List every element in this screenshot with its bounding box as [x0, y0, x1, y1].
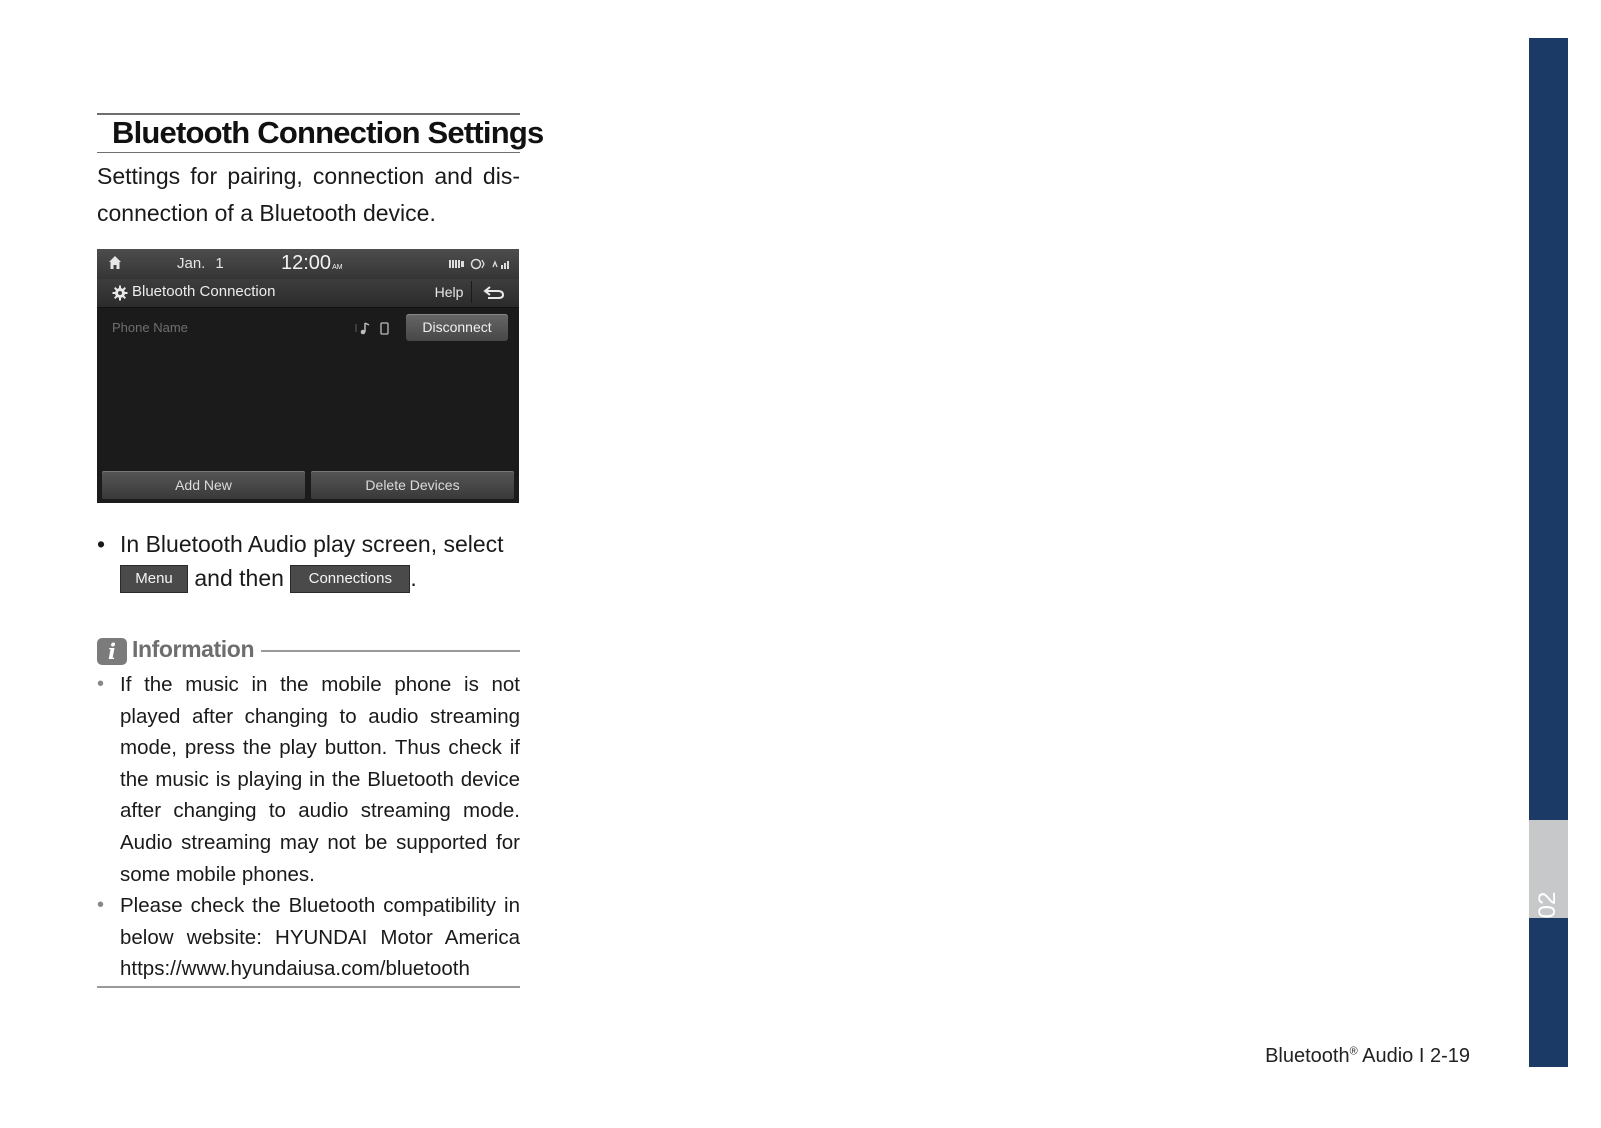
intro-paragraph: Settings for pairing, connection and dis-connection of a Bluetooth device. — [97, 163, 520, 226]
device-list-item[interactable] — [97, 308, 519, 348]
add-new-button[interactable]: Add New — [102, 471, 305, 499]
footer-section: Bluetooth — [1265, 1045, 1350, 1067]
information-item: • Please check the Bluetooth compatibility in below website: HYUNDAI Motor America https://www.hyundaiusa.com/bluetooth — [97, 890, 520, 985]
date-month: Jan. — [177, 255, 206, 272]
heading-bottom-rule — [97, 152, 520, 153]
information-heading: Information — [132, 636, 255, 662]
information-list — [97, 669, 520, 985]
instruction-end: . — [410, 565, 417, 591]
phone-name: Phone Name — [112, 320, 188, 335]
delete-devices-button[interactable]: Delete Devices — [311, 471, 514, 499]
status-bar — [97, 249, 519, 279]
instruction-text: In Bluetooth Audio play screen, select — [120, 531, 504, 557]
gear-icon — [112, 285, 128, 301]
information-rule — [261, 650, 520, 652]
home-icon — [108, 255, 122, 271]
status-indicators-icon — [449, 258, 513, 270]
screen-title-bar — [97, 279, 519, 308]
information-item: • If the music in the mobile phone is not played after changing to audio streaming mode, press the play button. Thus check if the music is playing in the Bluetooth device after changing to audio streaming mode. Audio streaming may not be supported for some mobile phones. — [97, 669, 520, 890]
chapter-number: 02 — [1534, 891, 1561, 919]
screen-title: Bluetooth Connection — [132, 283, 276, 300]
back-icon[interactable] — [477, 282, 513, 302]
section-title: Bluetooth Connection Settings — [112, 115, 544, 150]
instruction-line-2 — [120, 563, 417, 593]
disconnect-button[interactable]: Disconnect — [406, 314, 508, 341]
footer-registered-mark: ® — [1349, 1045, 1358, 1058]
information-bottom-rule — [97, 986, 520, 988]
status-date — [177, 255, 224, 272]
status-time — [281, 252, 343, 275]
footer-page-number: Audio I 2-19 — [1357, 1045, 1470, 1067]
date-day: 1 — [215, 255, 224, 272]
menu-button-label: Menu — [120, 565, 188, 593]
info-icon: i — [97, 638, 127, 665]
page-footer — [1150, 1045, 1470, 1068]
head-unit-screenshot — [97, 249, 519, 503]
instruction-middle: and then — [194, 565, 284, 591]
time-value: 12:00 — [281, 252, 332, 274]
instruction-bullet: • — [97, 531, 106, 557]
connections-button-label: Connections — [290, 565, 410, 593]
audio-phone-icon — [353, 320, 397, 336]
time-ampm: AM — [332, 264, 343, 271]
help-button[interactable]: Help — [427, 281, 472, 303]
